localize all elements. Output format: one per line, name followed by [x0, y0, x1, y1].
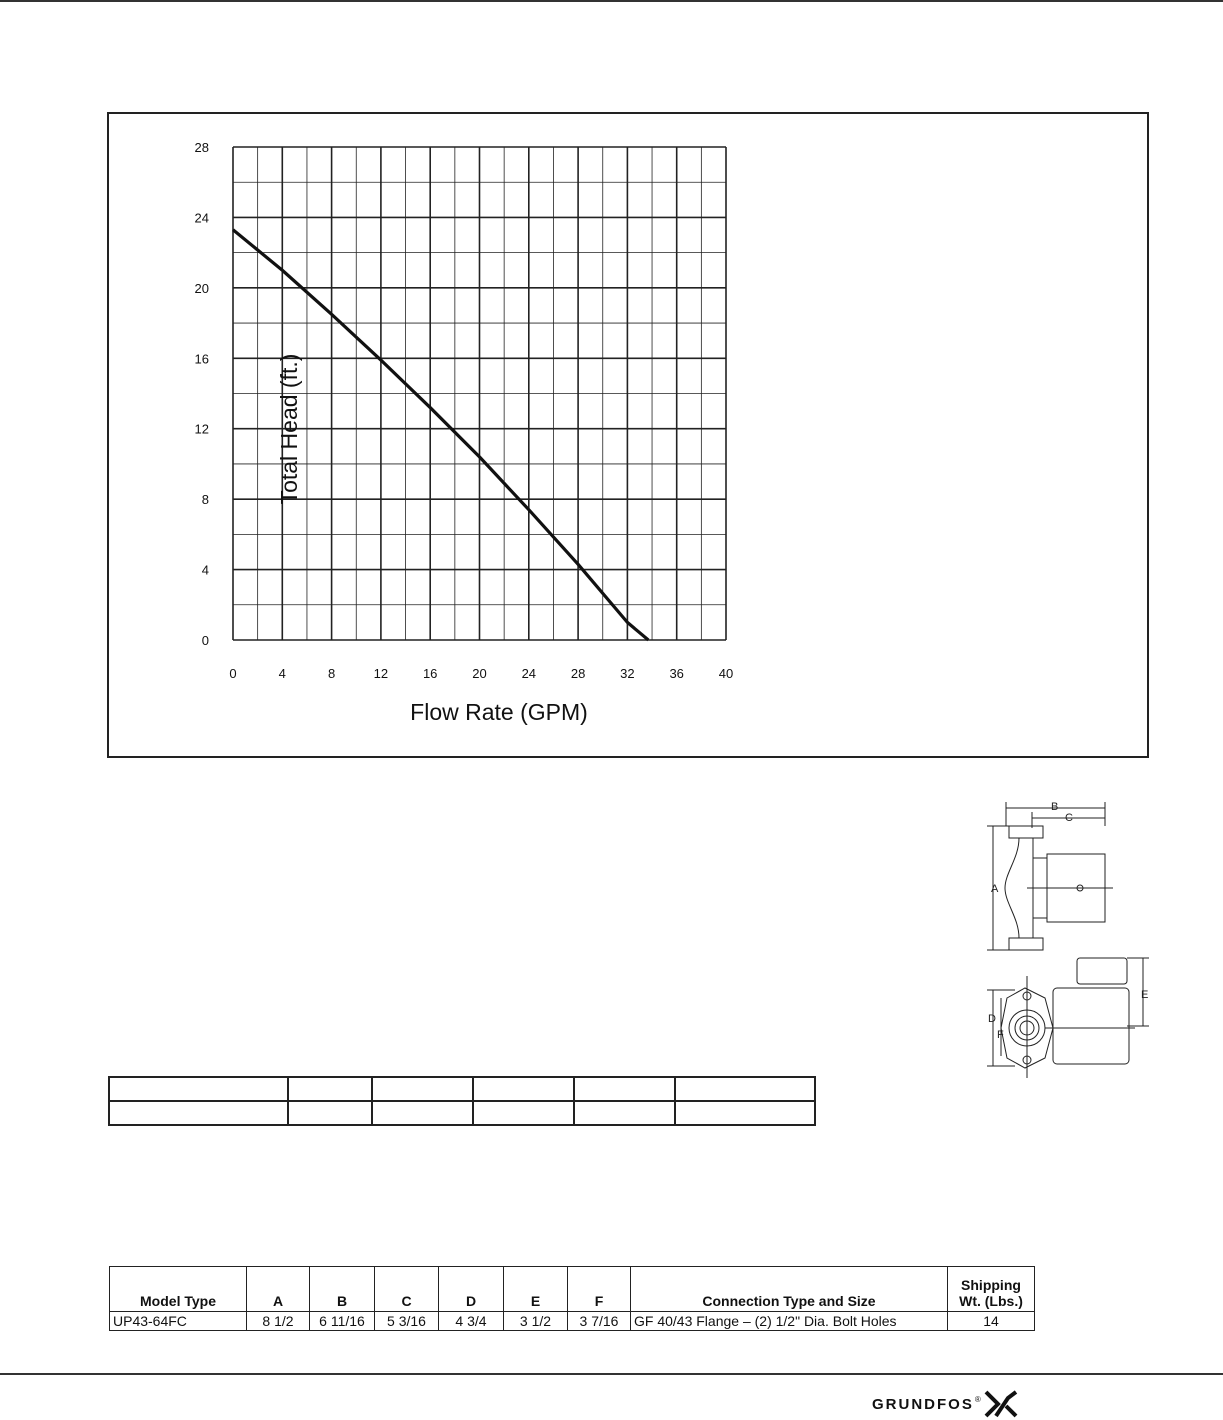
x-tick-label: 4 — [278, 666, 286, 681]
table-row — [110, 1312, 1035, 1331]
header-d: D — [439, 1267, 504, 1312]
performance-chart — [109, 114, 1149, 758]
x-tick-label: 8 — [327, 666, 336, 681]
cell-model-type: UP43-64FC — [110, 1312, 247, 1331]
table-header-row — [110, 1267, 1035, 1312]
label-d: D — [988, 1013, 996, 1025]
y-tick-label: 4 — [201, 562, 209, 578]
x-axis-title: Flow Rate (GPM) — [410, 699, 588, 725]
x-tick-label: 32 — [620, 666, 635, 681]
cell-a: 8 1/2 — [247, 1312, 310, 1331]
x-tick-label: 28 — [570, 666, 586, 681]
y-tick-label: 20 — [194, 280, 209, 296]
y-axis-title: Total Head (ft.) — [276, 353, 302, 505]
bottom-rule — [0, 1373, 1223, 1375]
logo-text: GRUNDFOS — [872, 1395, 974, 1413]
dimensions-table — [109, 1266, 1035, 1331]
pump-dimension-drawing — [975, 798, 1155, 1078]
cell-e: 3 1/2 — [504, 1312, 568, 1331]
top-rule — [0, 0, 1223, 2]
y-tick-label: 8 — [201, 492, 209, 508]
y-tick-label: 16 — [194, 351, 209, 367]
y-tick-label: 28 — [194, 140, 209, 155]
header-shipping-line1: Shipping — [961, 1277, 1021, 1293]
x-tick-label: 40 — [718, 666, 734, 681]
label-a: A — [991, 883, 999, 895]
x-tick-label: 0 — [229, 666, 237, 681]
header-connection: Connection Type and Size — [631, 1267, 948, 1312]
y-tick-label: 12 — [194, 421, 209, 437]
header-model-type: Model Type — [110, 1267, 247, 1312]
cell-d: 4 3/4 — [439, 1312, 504, 1331]
y-tick-label: 24 — [194, 210, 209, 226]
header-b: B — [310, 1267, 375, 1312]
blank-table — [108, 1076, 816, 1126]
label-c: C — [1065, 812, 1073, 824]
cell-b: 6 11/16 — [310, 1312, 375, 1331]
cell-shipping-weight: 14 — [948, 1312, 1035, 1331]
x-tick-label: 16 — [422, 666, 438, 681]
blank-row — [109, 1101, 815, 1125]
performance-chart-frame — [107, 112, 1149, 758]
label-e: E — [1141, 989, 1149, 1001]
cell-c: 5 3/16 — [375, 1312, 439, 1331]
grundfos-logo — [872, 1388, 1018, 1420]
grundfos-mark-icon — [984, 1388, 1018, 1420]
label-f: F — [997, 1029, 1004, 1041]
header-shipping-weight — [948, 1267, 1035, 1312]
header-a: A — [247, 1267, 310, 1312]
blank-row — [109, 1077, 815, 1101]
x-tick-label: 20 — [472, 666, 487, 681]
x-tick-label: 36 — [669, 666, 684, 681]
header-c: C — [375, 1267, 439, 1312]
header-shipping-line2: Wt. (Lbs.) — [959, 1293, 1023, 1309]
header-f: F — [568, 1267, 631, 1312]
cell-connection: GF 40/43 Flange – (2) 1/2" Dia. Bolt Holes — [631, 1312, 948, 1331]
label-b: B — [1051, 801, 1059, 813]
registered-mark: ® — [974, 1394, 981, 1404]
header-e: E — [504, 1267, 568, 1312]
cell-f: 3 7/16 — [568, 1312, 631, 1331]
y-tick-label: 0 — [201, 633, 209, 648]
x-tick-label: 24 — [521, 666, 537, 681]
x-tick-label: 12 — [373, 666, 389, 681]
